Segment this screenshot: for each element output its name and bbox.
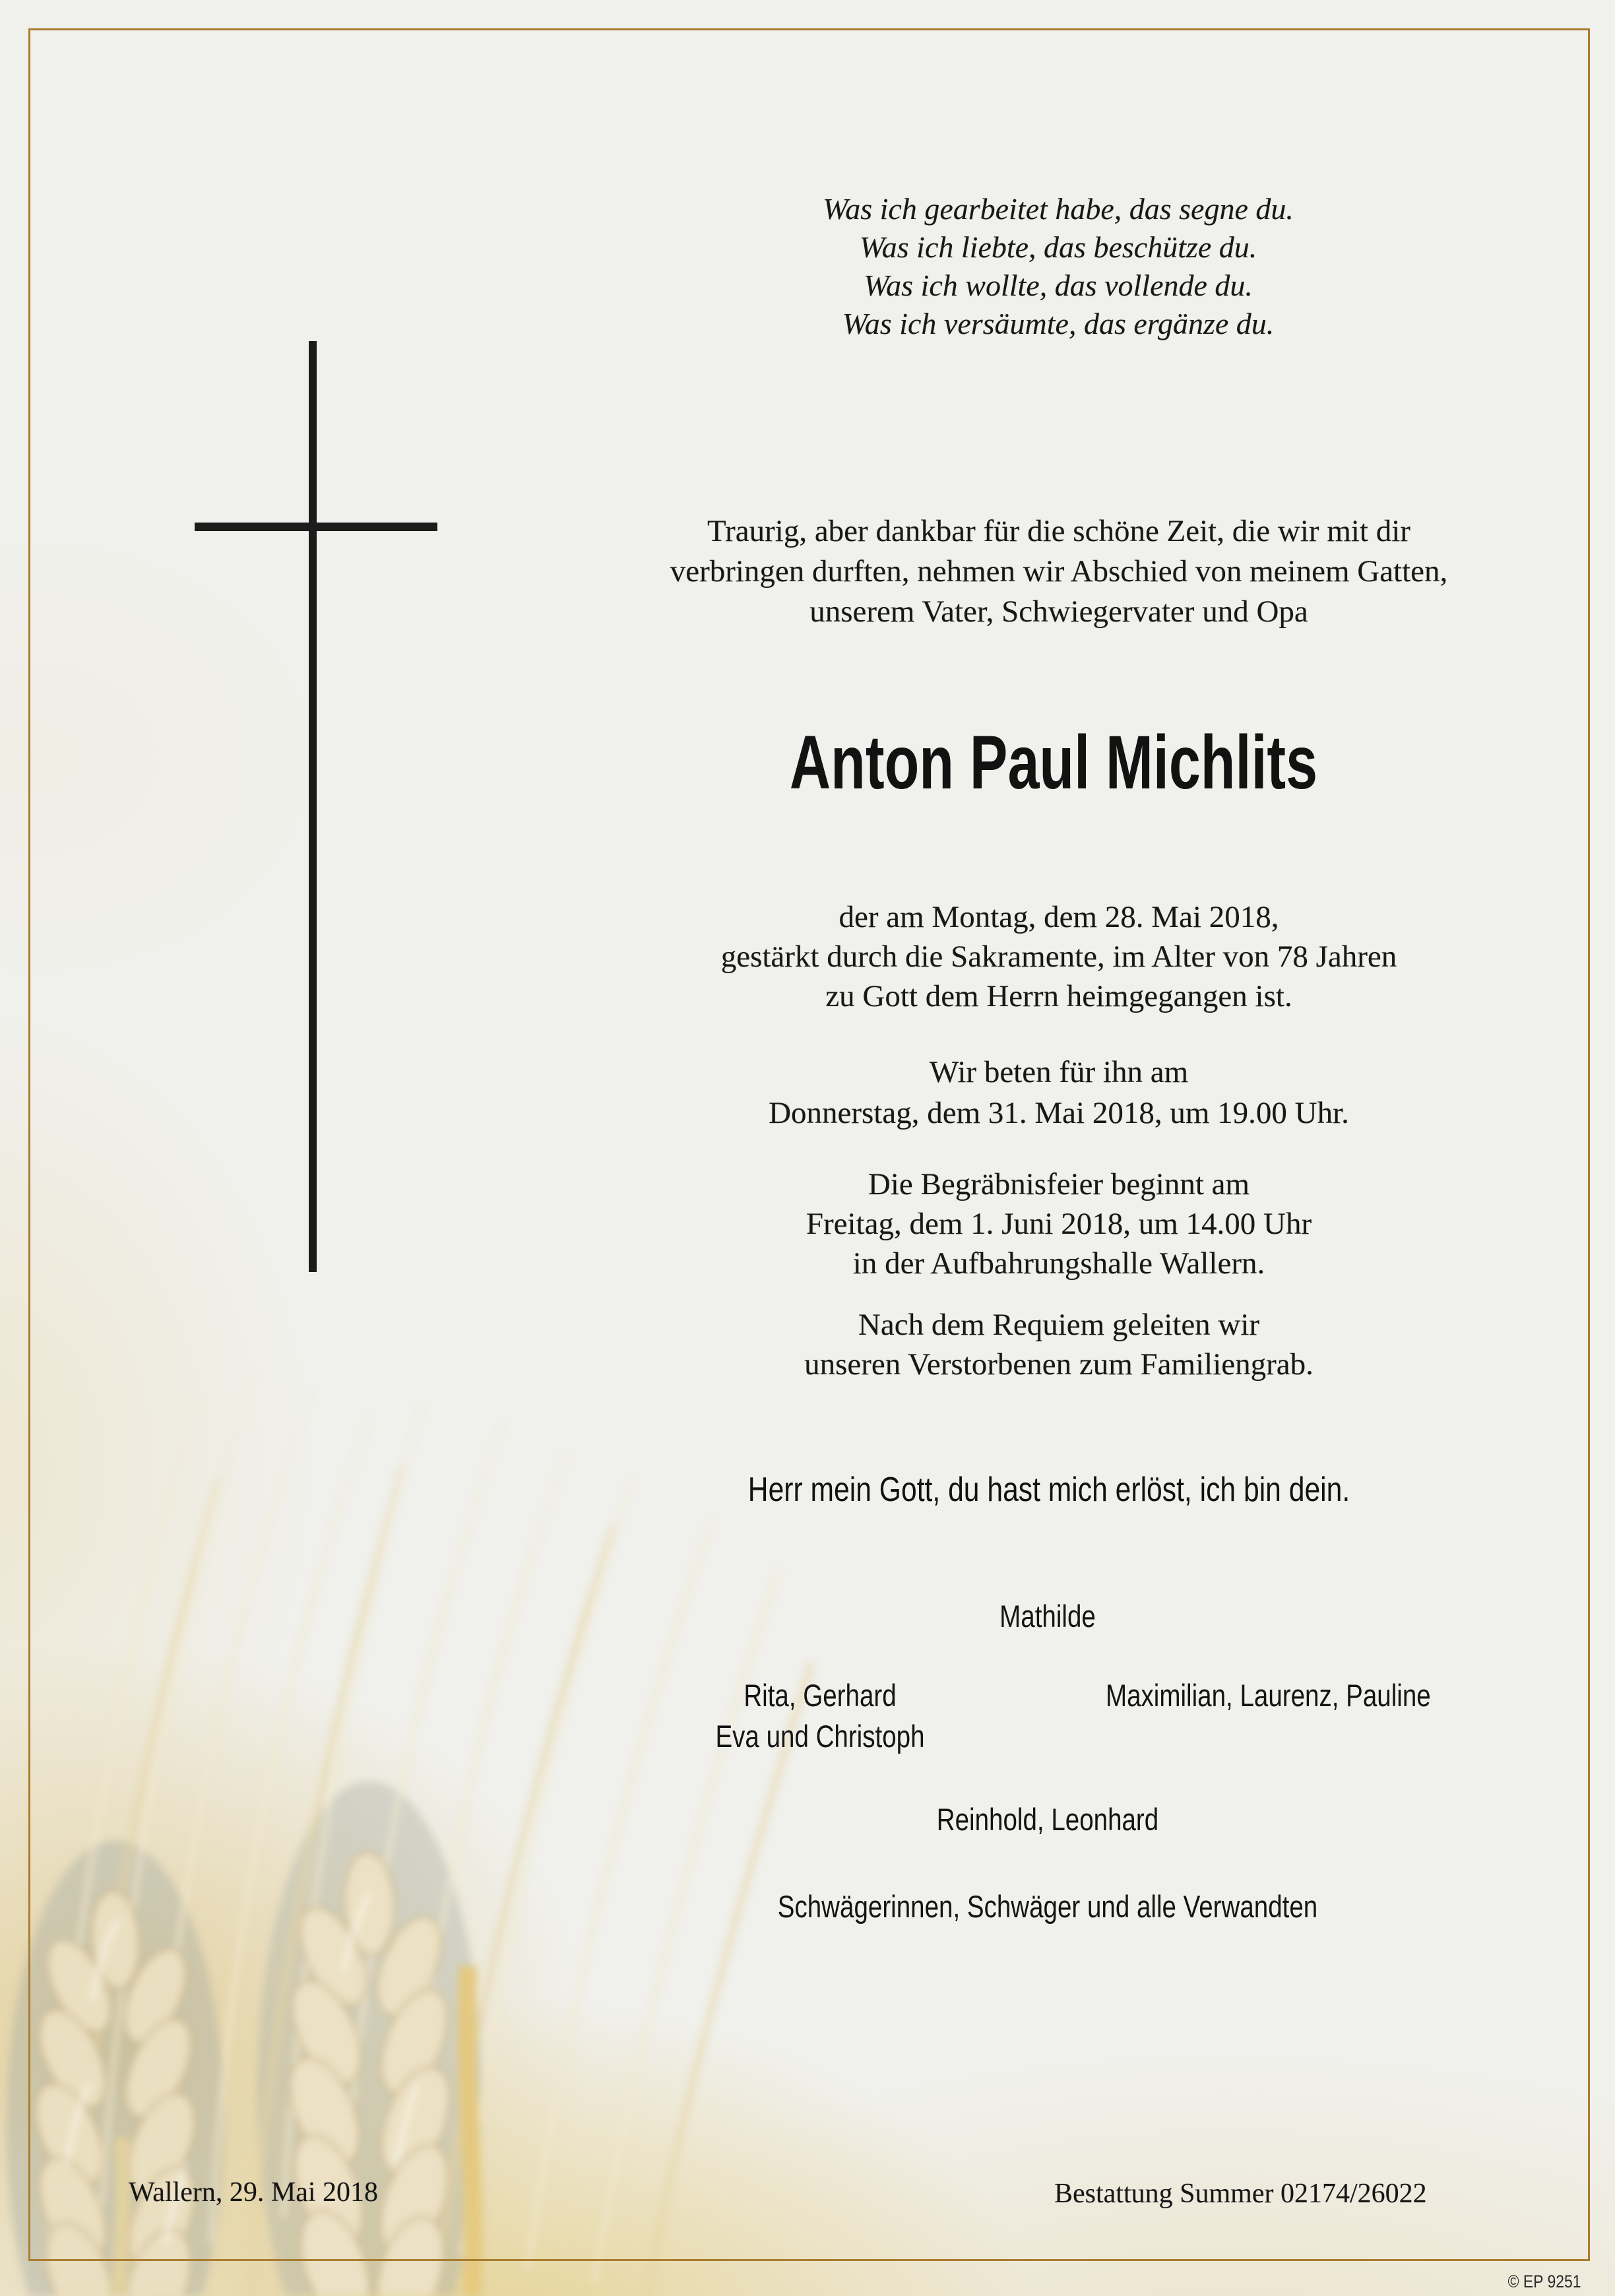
mourner-grandchildren-right: [1070, 1676, 1466, 1715]
print-code: © EP 9251: [1507, 2272, 1581, 2291]
funeral-line: in der Aufbahrungshalle Wallern.: [852, 1246, 1265, 1281]
motto-text: Herr mein Gott, du hast mich erlöst, ich bin dein.: [747, 1471, 1350, 1509]
mourner-relatives-text: Schwägerinnen, Schwäger und alle Verwandten: [777, 1889, 1318, 1924]
funeral-announcement: [465, 1164, 1615, 1283]
prayer-line: Wir beten für ihn am: [929, 1055, 1189, 1089]
intro-line: Traurig, aber dankbar für die schöne Zeit, die wir mit dir: [707, 514, 1410, 548]
mourner-name: Rita, Gerhard: [744, 1678, 897, 1713]
mourner-relatives: [454, 1887, 1615, 1927]
mourner-center: [454, 1800, 1615, 1839]
mourner-children-left: [622, 1676, 1018, 1715]
mourner-name: Eva und Christoph: [715, 1719, 925, 1754]
verse-line: Was ich liebte, das beschütze du.: [859, 230, 1257, 264]
cross-horizontal-bar: [195, 523, 437, 531]
deceased-name: Anton Paul Michlits: [789, 720, 1318, 805]
intro-line: unserem Vater, Schwiegervater und Opa: [809, 594, 1308, 629]
funeral-line: Die Begräbnisfeier beginnt am: [868, 1167, 1250, 1201]
verse-line: Was ich gearbeitet habe, das segne du.: [823, 192, 1294, 226]
death-details-line: der am Montag, dem 28. Mai 2018,: [839, 900, 1279, 934]
requiem-note: [465, 1305, 1615, 1384]
funeral-line: Freitag, dem 1. Juni 2018, um 14.00 Uhr: [806, 1207, 1312, 1241]
prayer-announcement: [465, 1052, 1615, 1133]
funeral-home-contact: Bestattung Summer 02174/26022: [1054, 2179, 1427, 2209]
death-details-line: gestärkt durch die Sakramente, im Alter von 78 Jahren: [720, 940, 1397, 974]
place-date: Wallern, 29. Mai 2018: [129, 2177, 379, 2208]
verse-line: Was ich versäumte, das ergänze du.: [842, 307, 1275, 340]
introduction-text: [465, 511, 1615, 632]
prayer-line: Donnerstag, dem 31. Mai 2018, um 19.00 Uhr.: [769, 1096, 1349, 1130]
mourner-widow: [454, 1597, 1615, 1636]
death-details: [465, 897, 1615, 1016]
opening-verse: [464, 190, 1615, 343]
mourner-children-left-2: [622, 1717, 1018, 1756]
motto-line: [455, 1469, 1615, 1511]
mourner-name: Maximilian, Laurenz, Pauline: [1106, 1678, 1431, 1713]
mourner-widow-name: Mathilde: [999, 1599, 1096, 1634]
intro-line: verbringen durften, nehmen wir Abschied von meinem Gatten,: [670, 554, 1448, 589]
requiem-line: unseren Verstorbenen zum Familiengrab.: [804, 1347, 1314, 1382]
mourner-name: Reinhold, Leonhard: [936, 1802, 1159, 1837]
verse-line: Was ich wollte, das vollende du.: [864, 269, 1253, 302]
cross-vertical-bar: [309, 341, 317, 1272]
requiem-line: Nach dem Requiem geleiten wir: [858, 1308, 1260, 1342]
death-details-line: zu Gott dem Herrn heimgegangen ist.: [825, 979, 1292, 1013]
